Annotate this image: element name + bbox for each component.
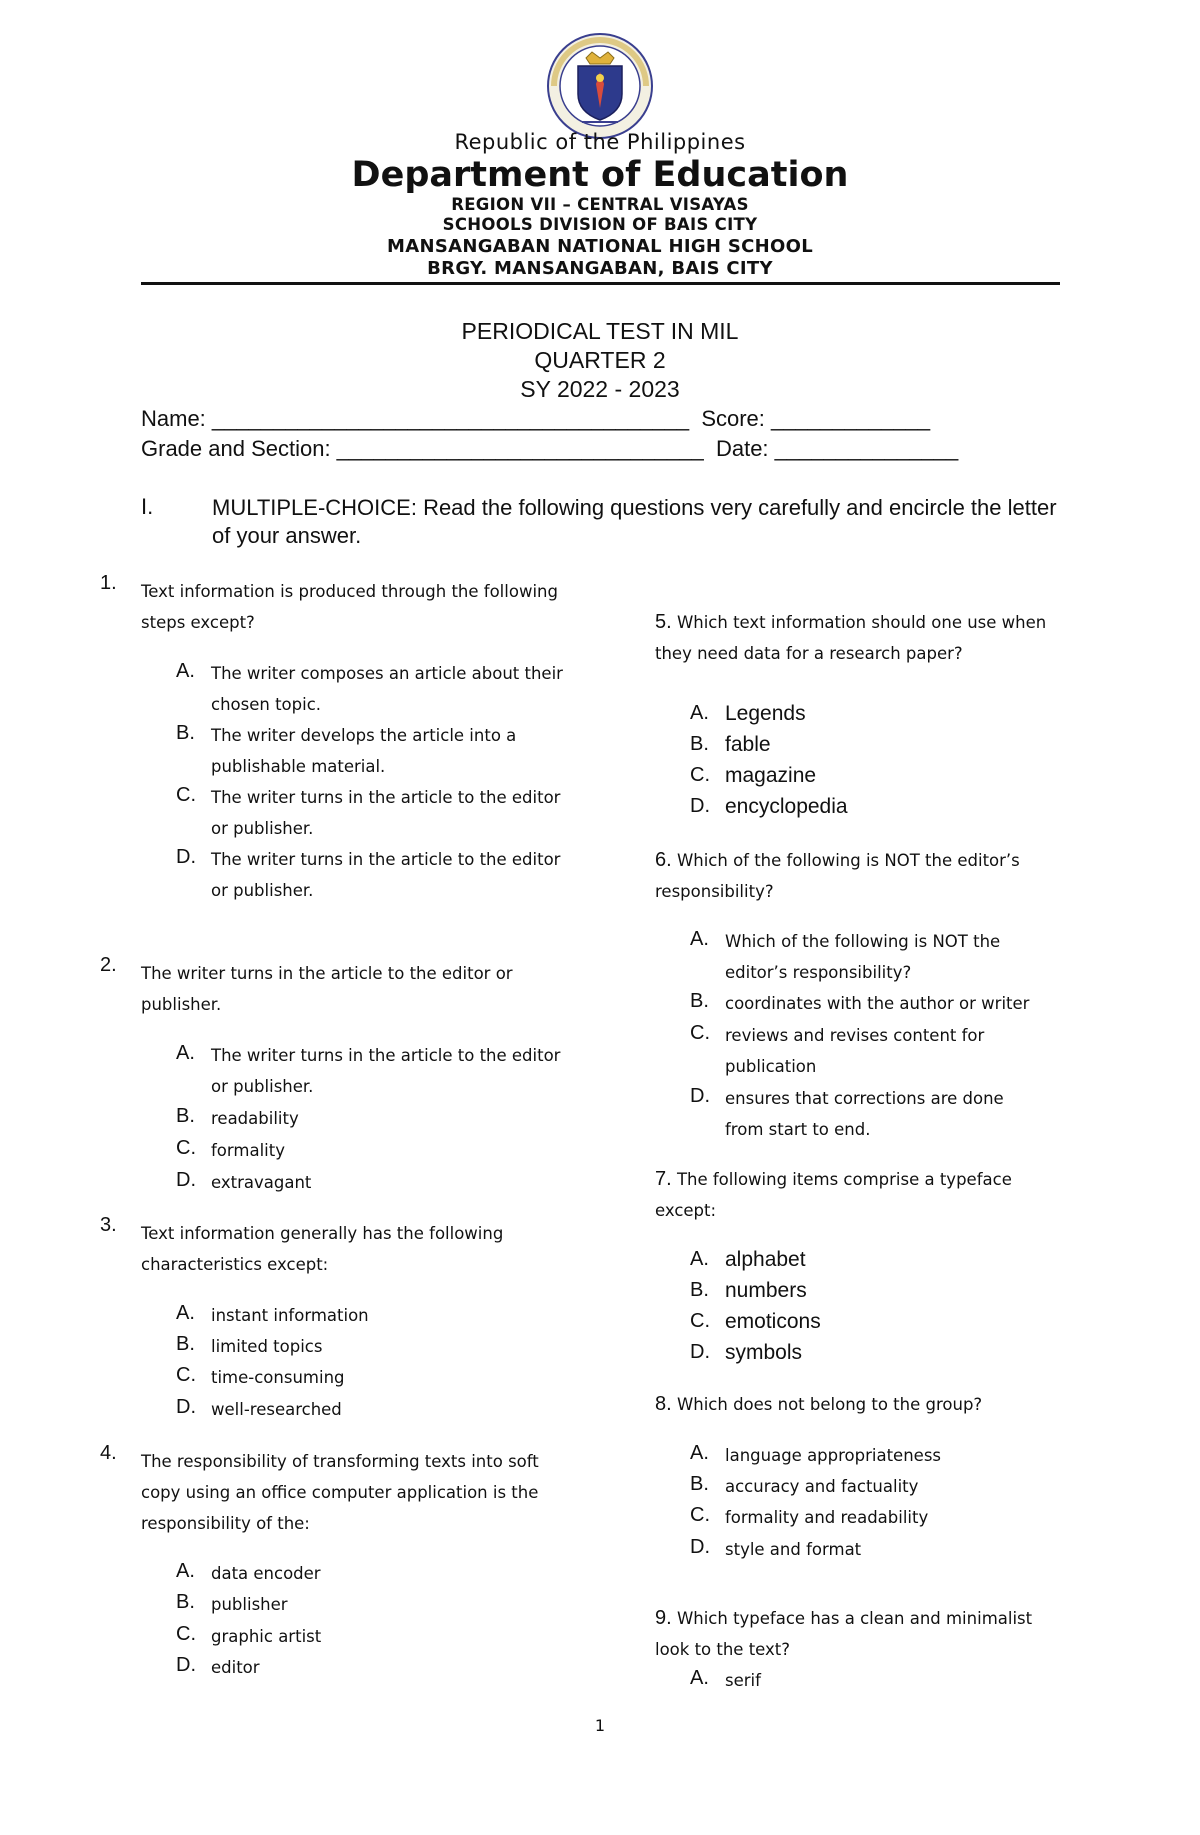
question-text: 7. The following items comprise a typeface except: — [655, 1168, 1012, 1220]
question-number: 9. — [655, 1607, 672, 1629]
deped-seal-logo — [546, 32, 654, 140]
question-number: 8. — [655, 1393, 672, 1415]
question-number: 3. — [100, 1214, 117, 1236]
department-name: Department of Education — [351, 155, 849, 195]
test-quarter: QUARTER 2 — [534, 347, 666, 373]
school-name: MANSANGABAN NATIONAL HIGH SCHOOL — [387, 236, 813, 257]
question-number: 4. — [100, 1442, 117, 1464]
question-text: The responsibility of transforming texts into soft copy using an office computer application is the responsibility of the: — [141, 1452, 539, 1533]
division-line: SCHOOLS DIVISION OF BAIS CITY — [442, 215, 758, 234]
question-number: 2. — [100, 954, 117, 976]
instructions-text: MULTIPLE-CHOICE: Read the following questions very carefully and encircle the letter of your answer. — [212, 495, 1057, 548]
question-text: 9. Which typeface has a clean and minimalist look to the text? — [655, 1607, 1033, 1659]
question-text: Text information generally has the following characteristics except: — [141, 1224, 504, 1274]
region-line: REGION VII – CENTRAL VISAYAS — [451, 195, 749, 214]
question-text: 6. Which of the following is NOT the editor’s responsibility? — [655, 849, 1020, 901]
question-text: The writer turns in the article to the editor or publisher. — [141, 964, 513, 1014]
question-text: 8. Which does not belong to the group? — [655, 1393, 983, 1415]
question-number: 6. — [655, 849, 672, 871]
question-text: Text information is produced through the following steps except? — [141, 582, 558, 632]
school-address: BRGY. MANSANGABAN, BAIS CITY — [427, 258, 773, 279]
question-text: 5. Which text information should one use when they need data for a research paper? — [655, 611, 1047, 663]
grade-date-line: Grade and Section: ______________________________ Date: _______________ — [141, 436, 959, 461]
question-number: 5. — [655, 611, 672, 633]
test-page: Republic of the Philippines Department of Education REGION VII – CENTRAL VISAYAS SCHOOLS DIVISION OF BAIS CITY MANSANGABAN NATIONAL HIGH SCHOOL BRGY. MANSANGABAN, BAIS CITY PERIODICAL TEST IN MIL QUARTER 2 SY 2022 - 2023 Name: _______________________________________ Score: _____________ Grade and Section: ______________________________ Date: _______________ I. MULTIPLE-CHOICE: Read the following questions very carefully and encircle the letter of your answer. 1. Text information is produced through the following steps except? A. The writer composes an article about their chosen topic. B. The writer develops the article into a publishable material. C. The writer turns in the article to the editor or publisher. D. The writer turns in the article to the editor or publisher. 2. The writer turns in the article to the editor or publisher. A. The writer turns in the article to the editor or publisher. B. readability C. formality D. extravagant 3. Text information generally has the following characteristics except: A. instant information B. limited topics C. time-consuming D. well-researched 4. The responsibility of transforming texts into soft copy using an office computer application is the responsibility of the: A. data encoder B. publisher C. graphic artist D. editor 5. Which text information should one use when they need data for a research paper? A. Legends B. fable C. magazine D. encyclopedia 6. Which of the following is NOT the editor’s responsibility? A. Which of the following is NOT the editor’s responsibility? B. coordinates with the author or writer C. reviews and revises content for publication D. ensures that corrections are done from start to end. 7. The following items comprise a typeface except: A. alphabet B. numbers C. emoticons D. symbols 8. Which does not belong to the group? A. language appropriateness B. accuracy and factuality C. formality and readability D. style and format 9. Which typeface has a clean and minimalist look to the text? A. serif 1 — [0, 0, 1200, 1835]
test-school-year: SY 2022 - 2023 — [520, 376, 680, 402]
header-divider — [141, 282, 1060, 285]
section-number: I. — [141, 494, 154, 519]
republic-line: Republic of the Philippines — [454, 130, 746, 154]
page-number: 1 — [594, 1716, 606, 1735]
test-title: PERIODICAL TEST IN MIL — [461, 318, 739, 344]
name-score-line: Name: _______________________________________ Score: _____________ — [141, 406, 931, 431]
question-number: 7. — [655, 1168, 672, 1190]
question-number: 1. — [100, 572, 117, 594]
